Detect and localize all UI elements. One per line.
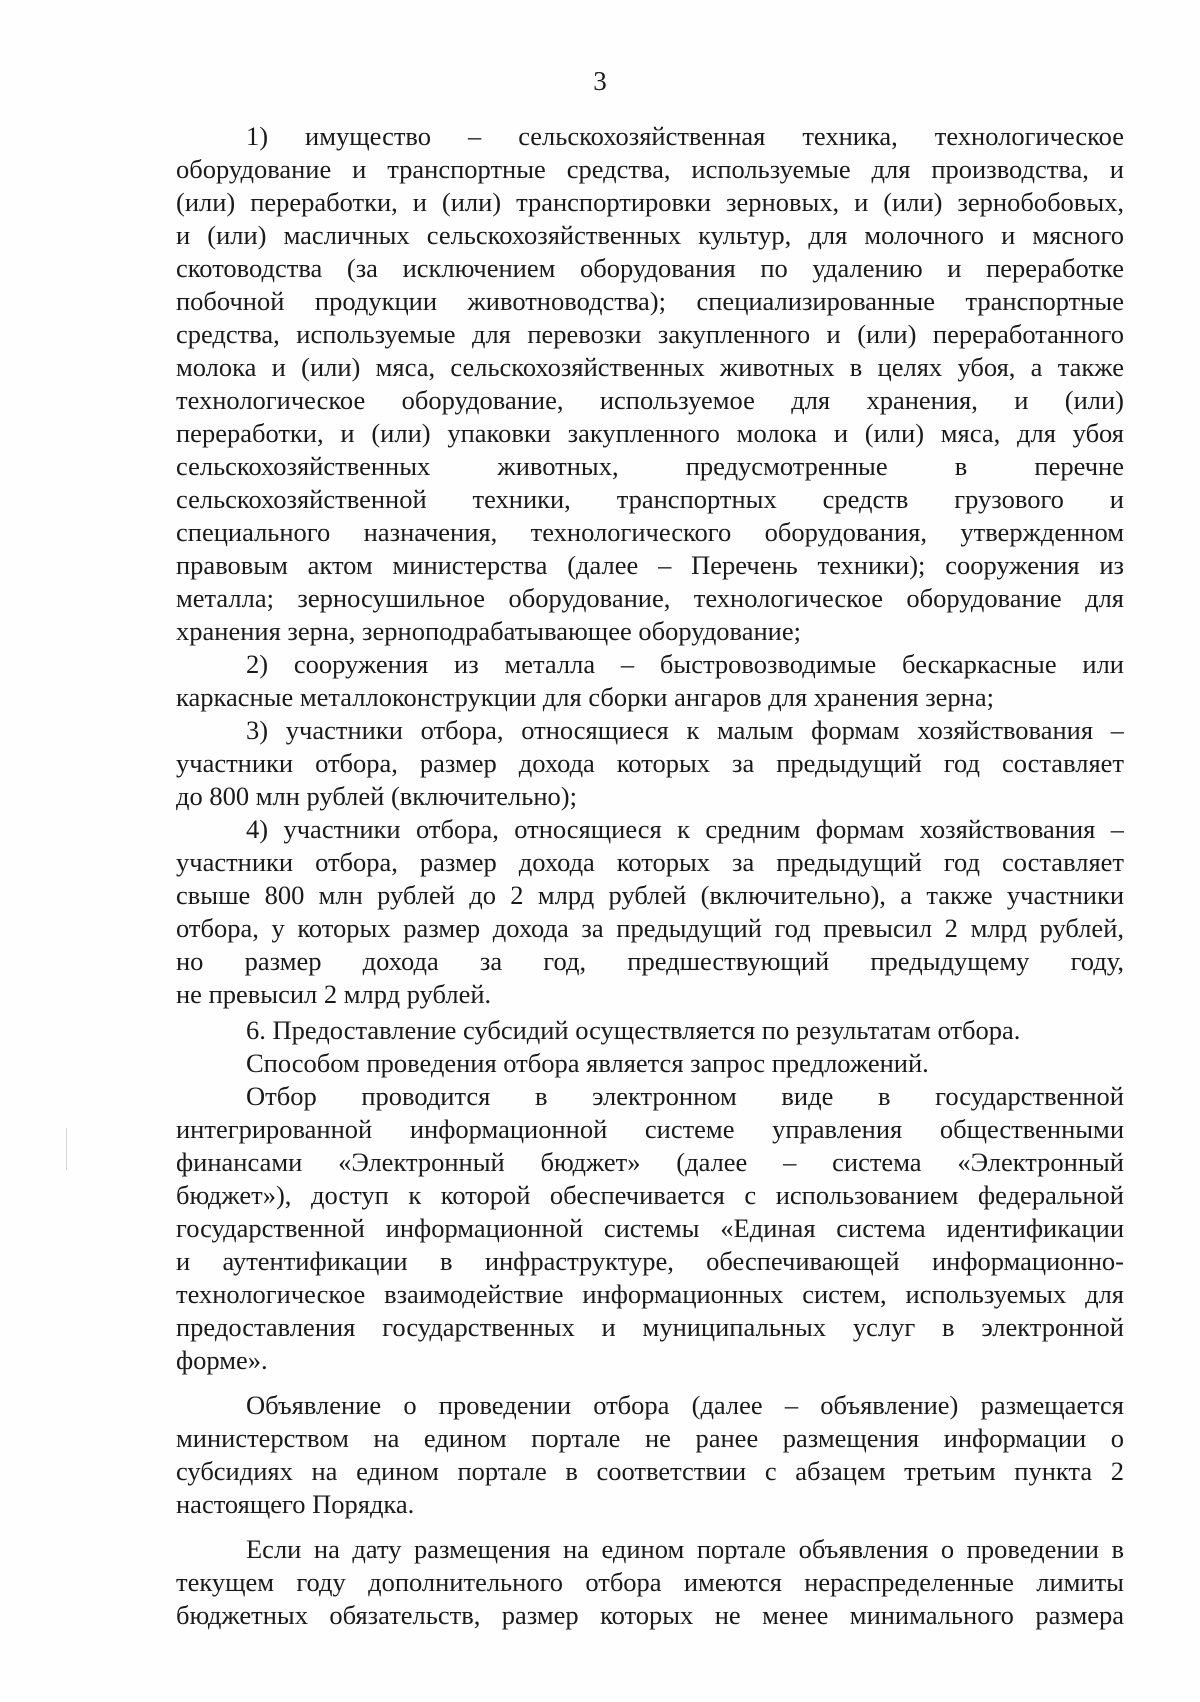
text-line: скотоводства (за исключением оборудования по удалению и переработке: [176, 253, 1124, 283]
text-line: и (или) масличных сельскохозяйственных культур, для молочного и мясного: [176, 220, 1124, 250]
text-line: Способом проведения отбора является запрос предложений.: [246, 1048, 929, 1078]
text-line: 1) имущество – сельскохозяйственная техника, технологическое: [246, 121, 1124, 151]
text-line: побочной продукции животноводства); специализированные транспортные: [176, 286, 1124, 316]
text-line: государственной информационной системы «Единая система идентификации: [176, 1213, 1124, 1243]
page-number: 3: [593, 66, 607, 96]
text-line: 3) участники отбора, относящиеся к малым формам хозяйствования –: [246, 715, 1124, 745]
text-line: настоящего Порядка.: [176, 1489, 415, 1519]
text-line: 4) участники отбора, относящиеся к средним формам хозяйствования –: [246, 814, 1124, 844]
text-line: молока и (или) мяса, сельскохозяйственных животных в целях убоя, а также: [176, 352, 1124, 382]
text-line: но размер дохода за год, предшествующий предыдущему году,: [176, 946, 1124, 976]
text-line: участники отбора, размер дохода которых за предыдущий год составляет: [176, 847, 1124, 877]
text-line: сельскохозяйственной техники, транспортных средств грузового и: [176, 484, 1124, 514]
text-line: субсидиях на едином портале в соответствии с абзацем третьим пункта 2: [176, 1456, 1124, 1486]
text-line: интегрированной информационной системе управления общественными: [176, 1114, 1124, 1144]
text-line: и аутентификации в инфраструктуре, обеспечивающей информационно-: [176, 1246, 1124, 1276]
text-line: правовым актом министерства (далее – Перечень техники); сооружения из: [176, 550, 1124, 580]
text-line: оборудование и транспортные средства, используемые для производства, и: [176, 154, 1124, 184]
text-line: до 800 млн рублей (включительно);: [176, 781, 577, 811]
text-line: металла; зерносушильное оборудование, технологическое оборудование для: [176, 583, 1124, 613]
text-line: Объявление о проведении отбора (далее – объявление) размещается: [246, 1390, 1124, 1420]
text-line: Отбор проводится в электронном виде в государственной: [246, 1081, 1124, 1111]
text-line: хранения зерна, зерноподрабатывающее оборудование;: [176, 616, 801, 646]
scan-artifact: [66, 1128, 67, 1170]
paragraph-gap: [176, 1521, 1124, 1533]
text-line: технологическое оборудование, используемое для хранения, и (или): [176, 385, 1124, 415]
text-line: Если на дату размещения на едином портале объявления о проведении в: [246, 1534, 1124, 1564]
text-line: 2) сооружения из металла – быстровозводимые бескаркасные или: [246, 649, 1124, 679]
text-line: каркасные металлоконструкции для сборки ангаров для хранения зерна;: [176, 682, 994, 712]
text-line: 6. Предоставление субсидий осуществляется по результатам отбора.: [246, 1015, 1021, 1045]
text-line: участники отбора, размер дохода которых за предыдущий год составляет: [176, 748, 1124, 778]
text-line: министерством на едином портале не ранее размещения информации о: [176, 1423, 1124, 1453]
text-line: форме».: [176, 1345, 268, 1375]
paragraph-gap: [176, 1377, 1124, 1389]
text-line: свыше 800 млн рублей до 2 млрд рублей (включительно), а также участники: [176, 880, 1124, 910]
text-line: сельскохозяйственных животных, предусмотренные в перечне: [176, 451, 1124, 481]
text-line: предоставления государственных и муниципальных услуг в электронной: [176, 1312, 1124, 1342]
text-line: специального назначения, технологического оборудования, утвержденном: [176, 517, 1124, 547]
text-line: финансами «Электронный бюджет» (далее – система «Электронный: [176, 1147, 1124, 1177]
text-line: переработки, и (или) упаковки закупленного молока и (или) мяса, для убоя: [176, 418, 1124, 448]
text-line: бюджетных обязательств, размер которых не менее минимального размера: [176, 1600, 1124, 1630]
text-line: бюджет»), доступ к которой обеспечивается с использованием федеральной: [176, 1180, 1124, 1210]
text-line: текущем году дополнительного отбора имеются нераспределенные лимиты: [176, 1567, 1124, 1597]
document-body: [176, 120, 1124, 1632]
text-line: (или) переработки, и (или) транспортировки зерновых, и (или) зернобобовых,: [176, 187, 1124, 217]
text-line: отбора, у которых размер дохода за предыдущий год превысил 2 млрд рублей,: [176, 913, 1124, 943]
text-line: средства, используемые для перевозки закупленного и (или) переработанного: [176, 319, 1124, 349]
text-line: технологическое взаимодействие информационных систем, используемых для: [176, 1279, 1124, 1309]
text-line: не превысил 2 млрд рублей.: [176, 979, 492, 1009]
